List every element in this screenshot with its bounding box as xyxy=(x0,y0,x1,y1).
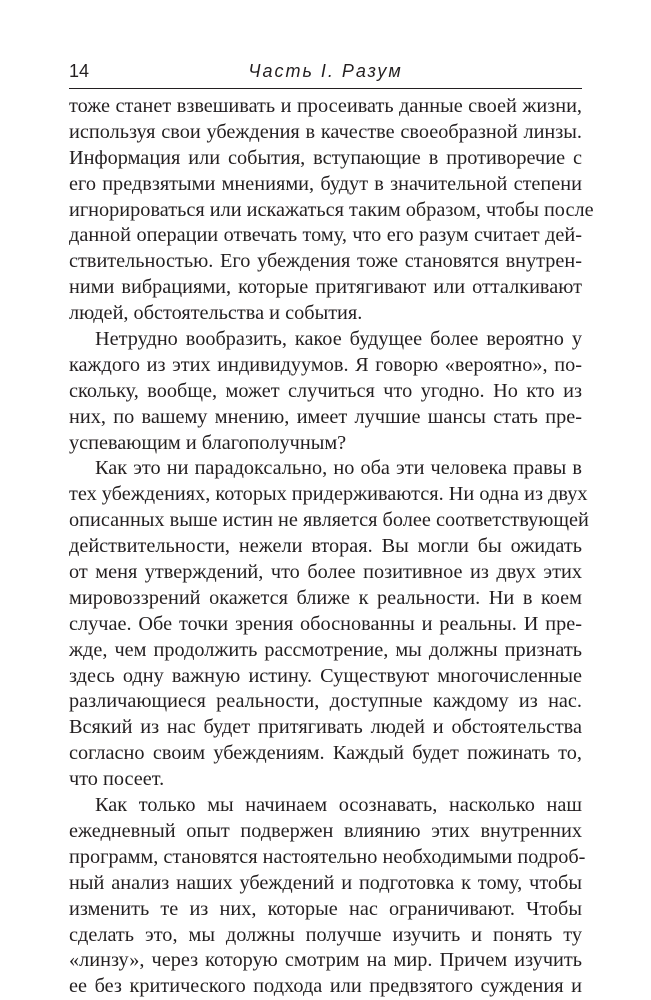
text-line: изменить те из них, которые нас ограничивают. Чтобы xyxy=(69,897,582,920)
text-line: «линзу», через которую смотрим на мир. Причем изучить xyxy=(69,949,582,972)
text-line: что посеет. xyxy=(69,768,165,791)
running-title: Часть I. Разум xyxy=(248,61,403,81)
text-line: здесь одну важную истину. Существуют многочисленные xyxy=(69,664,582,687)
text-line: мировоззрений окажется ближе к реальности. Ни в коем xyxy=(69,586,582,609)
text-line: людей, обстоятельства и события. xyxy=(69,302,363,325)
text-line: Информация или события, вступающие в противоречие с xyxy=(69,146,582,169)
page-number: 14 xyxy=(69,61,90,81)
text-line: жде, чем продолжить рассмотрение, мы должны признать xyxy=(69,638,582,661)
paragraph-first-line: Как это ни парадоксально, но оба эти человека правы в xyxy=(95,457,582,480)
text-line: ее без критического подхода или предвзятого суждения и xyxy=(69,975,582,998)
text-line: его предвзятыми мнениями, будут в значительной степени xyxy=(69,172,582,195)
text-line: Всякий из нас будет притягивать людей и обстоятельства xyxy=(69,716,582,739)
running-head xyxy=(69,58,582,84)
text-line: данной операции отвечать тому, что его разум считает дей- xyxy=(69,224,582,247)
text-line: них, по вашему мнению, имеет лучшие шансы стать пре- xyxy=(69,405,582,428)
text-line: ежедневный опыт подвержен влиянию этих внутренних xyxy=(69,819,582,842)
text-line: описанных выше истин не является более соответствующей xyxy=(69,509,589,532)
text-line: тоже станет взвешивать и просеивать данные своей жизни, xyxy=(69,95,582,117)
text-line: скольку, вообще, может случиться что угодно. Но кто из xyxy=(69,379,582,402)
paragraph-first-line: Нетрудно вообразить, какое будущее более вероятно у xyxy=(95,328,582,351)
text-line: ними вибрациями, которые притягивают или отталкивают xyxy=(69,276,582,299)
paragraph-first-line: Как только мы начинаем осознавать, насколько наш xyxy=(95,794,582,817)
text-line: ный анализ наших убеждений и подготовка к тому, чтобы xyxy=(69,871,582,894)
text-line: действительности, нежели вторая. Вы могли бы ожидать xyxy=(69,535,582,558)
text-line: каждого из этих индивидуумов. Я говорю «вероятно», по- xyxy=(69,353,582,376)
header-rule xyxy=(69,88,582,89)
text-line: сделать это, мы должны получше изучить и понять ту xyxy=(69,923,582,946)
text-line: тех убеждениях, которых придерживаются. Ни одна из двух xyxy=(69,483,588,506)
text-line: используя свои убеждения в качестве своеобразной линзы. xyxy=(69,120,582,143)
body-text xyxy=(69,94,594,1000)
text-line: программ, становятся настоятельно необходимыми подроб- xyxy=(69,845,586,868)
text-line: случае. Обе точки зрения обоснованны и реальны. И пре- xyxy=(69,612,582,635)
text-line: от меня утверждений, что более позитивное из двух этих xyxy=(69,561,582,584)
text-line: согласно своим убеждениям. Каждый будет пожинать то, xyxy=(69,742,582,765)
text-line: игнорироваться или искажаться таким образом, чтобы после xyxy=(69,198,594,221)
text-line: ствительностью. Его убеждения тоже становятся внутрен- xyxy=(69,250,582,273)
text-line: успевающим и благополучным? xyxy=(69,431,347,454)
text-line: различающиеся реальности, доступные каждому из нас. xyxy=(69,690,582,713)
